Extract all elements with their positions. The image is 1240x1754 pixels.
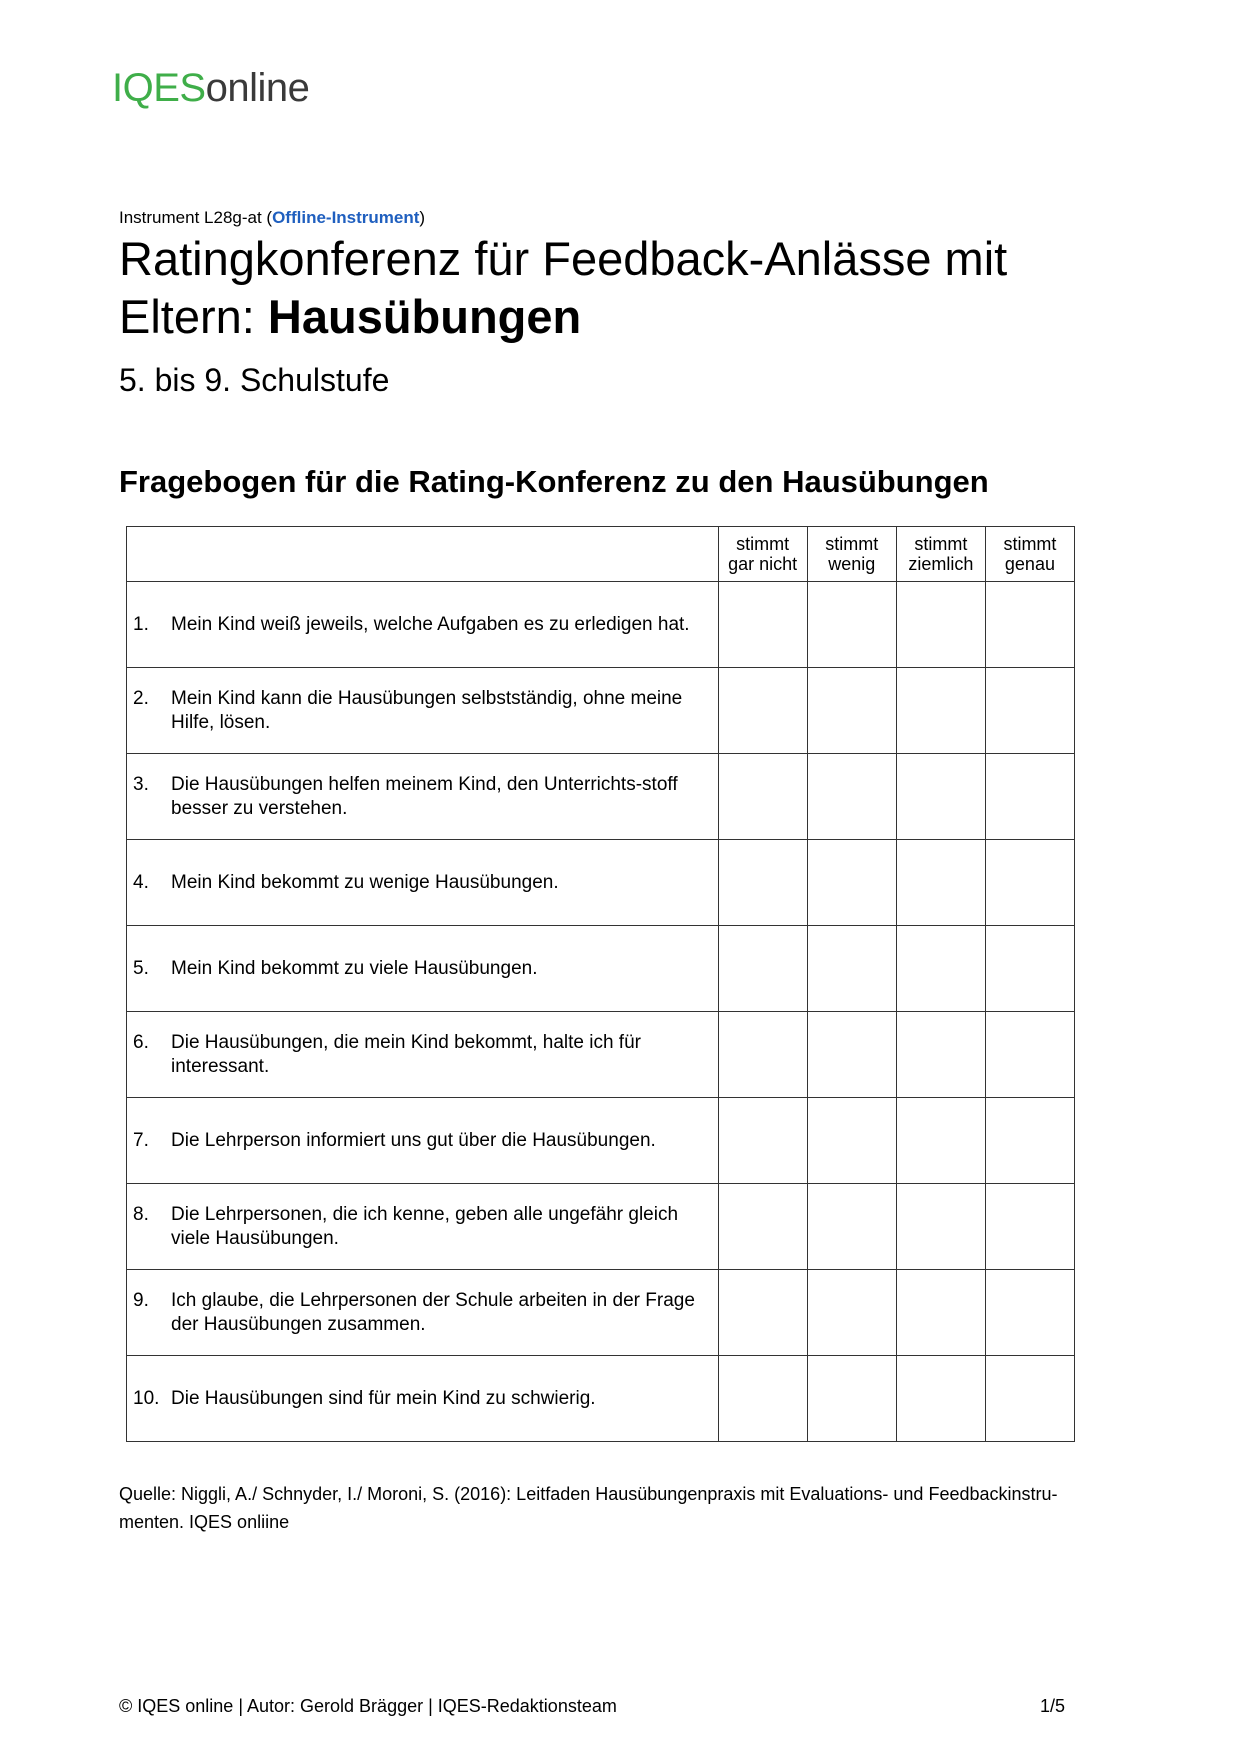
answer-cell-genau[interactable] [985, 754, 1074, 840]
question-number: 5. [133, 957, 149, 979]
answer-cell-ziemlich[interactable] [896, 1356, 985, 1442]
document-subtitle: 5. bis 9. Schulstufe [119, 362, 390, 398]
question-cell [127, 1356, 719, 1442]
answer-cell-ziemlich[interactable] [896, 840, 985, 926]
header-label: gar nicht [728, 554, 798, 574]
source-citation: Quelle: Niggli, A./ Schnyder, I./ Moroni, S. (2016): Leitfaden Hausübungenpraxis mit Evaluations- und Feedbackinstru-menten. IQES onliine [119, 1484, 1058, 1532]
instrument-line [119, 208, 425, 228]
answer-cell-genau[interactable] [985, 1356, 1074, 1442]
answer-cell-genau[interactable] [985, 668, 1074, 754]
rating-table [126, 526, 1075, 1442]
instrument-suffix: ) [419, 208, 426, 227]
answer-cell-wenig[interactable] [807, 754, 896, 840]
logo-suffix: online [205, 66, 310, 110]
answer-cell-gar-nicht[interactable] [718, 754, 807, 840]
question-text: Die Hausübungen, die mein Kind bekommt, halte ich für interessant. [171, 1031, 641, 1077]
title-line-1: Ratingkonferenz für Feedback-Anlässe mit [119, 232, 1008, 285]
answer-cell-wenig[interactable] [807, 582, 896, 668]
instrument-prefix: Instrument L28g-at ( [119, 208, 273, 227]
question-text: Die Lehrperson informiert uns gut über die Hausübungen. [171, 1129, 656, 1151]
answer-cell-gar-nicht[interactable] [718, 926, 807, 1012]
question-number: 1. [133, 613, 149, 635]
question-cell [127, 926, 719, 1012]
answer-cell-gar-nicht[interactable] [718, 668, 807, 754]
question-cell [127, 754, 719, 840]
footer-text: © IQES online | Autor: Gerold Brägger | IQES-Redaktionsteam [119, 1696, 617, 1716]
answer-cell-wenig[interactable] [807, 1098, 896, 1184]
header-wenig [807, 527, 896, 582]
question-number: 7. [133, 1129, 149, 1151]
question-number: 6. [133, 1031, 149, 1053]
answer-cell-wenig[interactable] [807, 1012, 896, 1098]
question-number: 9. [133, 1289, 149, 1311]
table-row [127, 926, 1075, 1012]
question-number: 8. [133, 1203, 149, 1225]
answer-cell-wenig[interactable] [807, 1356, 896, 1442]
question-text: Die Lehrpersonen, die ich kenne, geben alle ungefähr gleich viele Hausübungen. [171, 1203, 679, 1249]
question-cell [127, 1184, 719, 1270]
question-cell [127, 840, 719, 926]
question-text: Die Hausübungen helfen meinem Kind, den Unterrichts-stoff besser zu verstehen. [171, 773, 678, 819]
table-header-row [127, 527, 1075, 582]
header-genau [985, 527, 1074, 582]
answer-cell-genau[interactable] [985, 840, 1074, 926]
answer-cell-genau[interactable] [985, 582, 1074, 668]
question-text: Mein Kind weiß jeweils, welche Aufgaben es zu erledigen hat. [171, 613, 690, 635]
answer-cell-gar-nicht[interactable] [718, 1098, 807, 1184]
header-label: ziemlich [908, 554, 974, 574]
table-row [127, 1184, 1075, 1270]
answer-cell-wenig[interactable] [807, 1184, 896, 1270]
question-text: Ich glaube, die Lehrpersonen der Schule arbeiten in der Frage der Hausübungen zusammen. [171, 1289, 695, 1335]
answer-cell-wenig[interactable] [807, 926, 896, 1012]
answer-cell-gar-nicht[interactable] [718, 582, 807, 668]
table-row [127, 1098, 1075, 1184]
answer-cell-gar-nicht[interactable] [718, 1012, 807, 1098]
question-text: Mein Kind bekommt zu wenige Hausübungen. [171, 871, 559, 893]
answer-cell-ziemlich[interactable] [896, 1012, 985, 1098]
table-row [127, 582, 1075, 668]
header-label: stimmt [1003, 534, 1057, 554]
answer-cell-gar-nicht[interactable] [718, 840, 807, 926]
answer-cell-ziemlich[interactable] [896, 582, 985, 668]
header-question-cell [127, 527, 719, 582]
answer-cell-wenig[interactable] [807, 840, 896, 926]
table-row [127, 668, 1075, 754]
question-cell [127, 1098, 719, 1184]
answer-cell-genau[interactable] [985, 1270, 1074, 1356]
page-number: 1/5 [1040, 1696, 1066, 1716]
answer-cell-ziemlich[interactable] [896, 754, 985, 840]
answer-cell-genau[interactable] [985, 1184, 1074, 1270]
question-text: Mein Kind bekommt zu viele Hausübungen. [171, 957, 538, 979]
answer-cell-ziemlich[interactable] [896, 1184, 985, 1270]
header-label: stimmt [825, 534, 879, 554]
answer-cell-gar-nicht[interactable] [718, 1270, 807, 1356]
header-label: genau [1004, 554, 1055, 574]
answer-cell-wenig[interactable] [807, 1270, 896, 1356]
question-cell [127, 582, 719, 668]
question-text: Mein Kind kann die Hausübungen selbstständig, ohne meine Hilfe, lösen. [171, 687, 683, 733]
answer-cell-genau[interactable] [985, 1012, 1074, 1098]
answer-cell-gar-nicht[interactable] [718, 1356, 807, 1442]
answer-cell-ziemlich[interactable] [896, 926, 985, 1012]
document-title [119, 230, 1119, 346]
header-label: stimmt [736, 534, 790, 554]
table-row [127, 1012, 1075, 1098]
header-ziemlich [896, 527, 985, 582]
logo-brand: IQES [112, 66, 206, 110]
header-label: stimmt [914, 534, 968, 554]
question-cell [127, 1270, 719, 1356]
answer-cell-genau[interactable] [985, 1098, 1074, 1184]
table-row [127, 754, 1075, 840]
table-row [127, 1356, 1075, 1442]
answer-cell-ziemlich[interactable] [896, 1098, 985, 1184]
question-number: 3. [133, 773, 149, 795]
answer-cell-wenig[interactable] [807, 668, 896, 754]
question-text: Die Hausübungen sind für mein Kind zu schwierig. [171, 1387, 596, 1409]
table-row [127, 840, 1075, 926]
title-line-2-bold: Hausübungen [267, 290, 582, 343]
table-row [127, 1270, 1075, 1356]
question-number: 2. [133, 687, 149, 709]
question-number: 10. [133, 1387, 160, 1409]
header-gar-nicht [718, 527, 807, 582]
header-label: wenig [828, 554, 876, 574]
answer-cell-ziemlich[interactable] [896, 668, 985, 754]
section-heading: Fragebogen für die Rating-Konferenz zu den Hausübungen [119, 464, 989, 499]
question-cell [127, 668, 719, 754]
question-cell [127, 1012, 719, 1098]
answer-cell-gar-nicht[interactable] [718, 1184, 807, 1270]
question-number: 4. [133, 871, 149, 893]
answer-cell-ziemlich[interactable] [896, 1270, 985, 1356]
title-line-2-plain: Eltern: [119, 290, 268, 343]
title-line-2 [119, 288, 1119, 346]
answer-cell-genau[interactable] [985, 926, 1074, 1012]
offline-instrument-link[interactable]: Offline-Instrument [272, 208, 420, 227]
iqes-logo [112, 66, 309, 111]
